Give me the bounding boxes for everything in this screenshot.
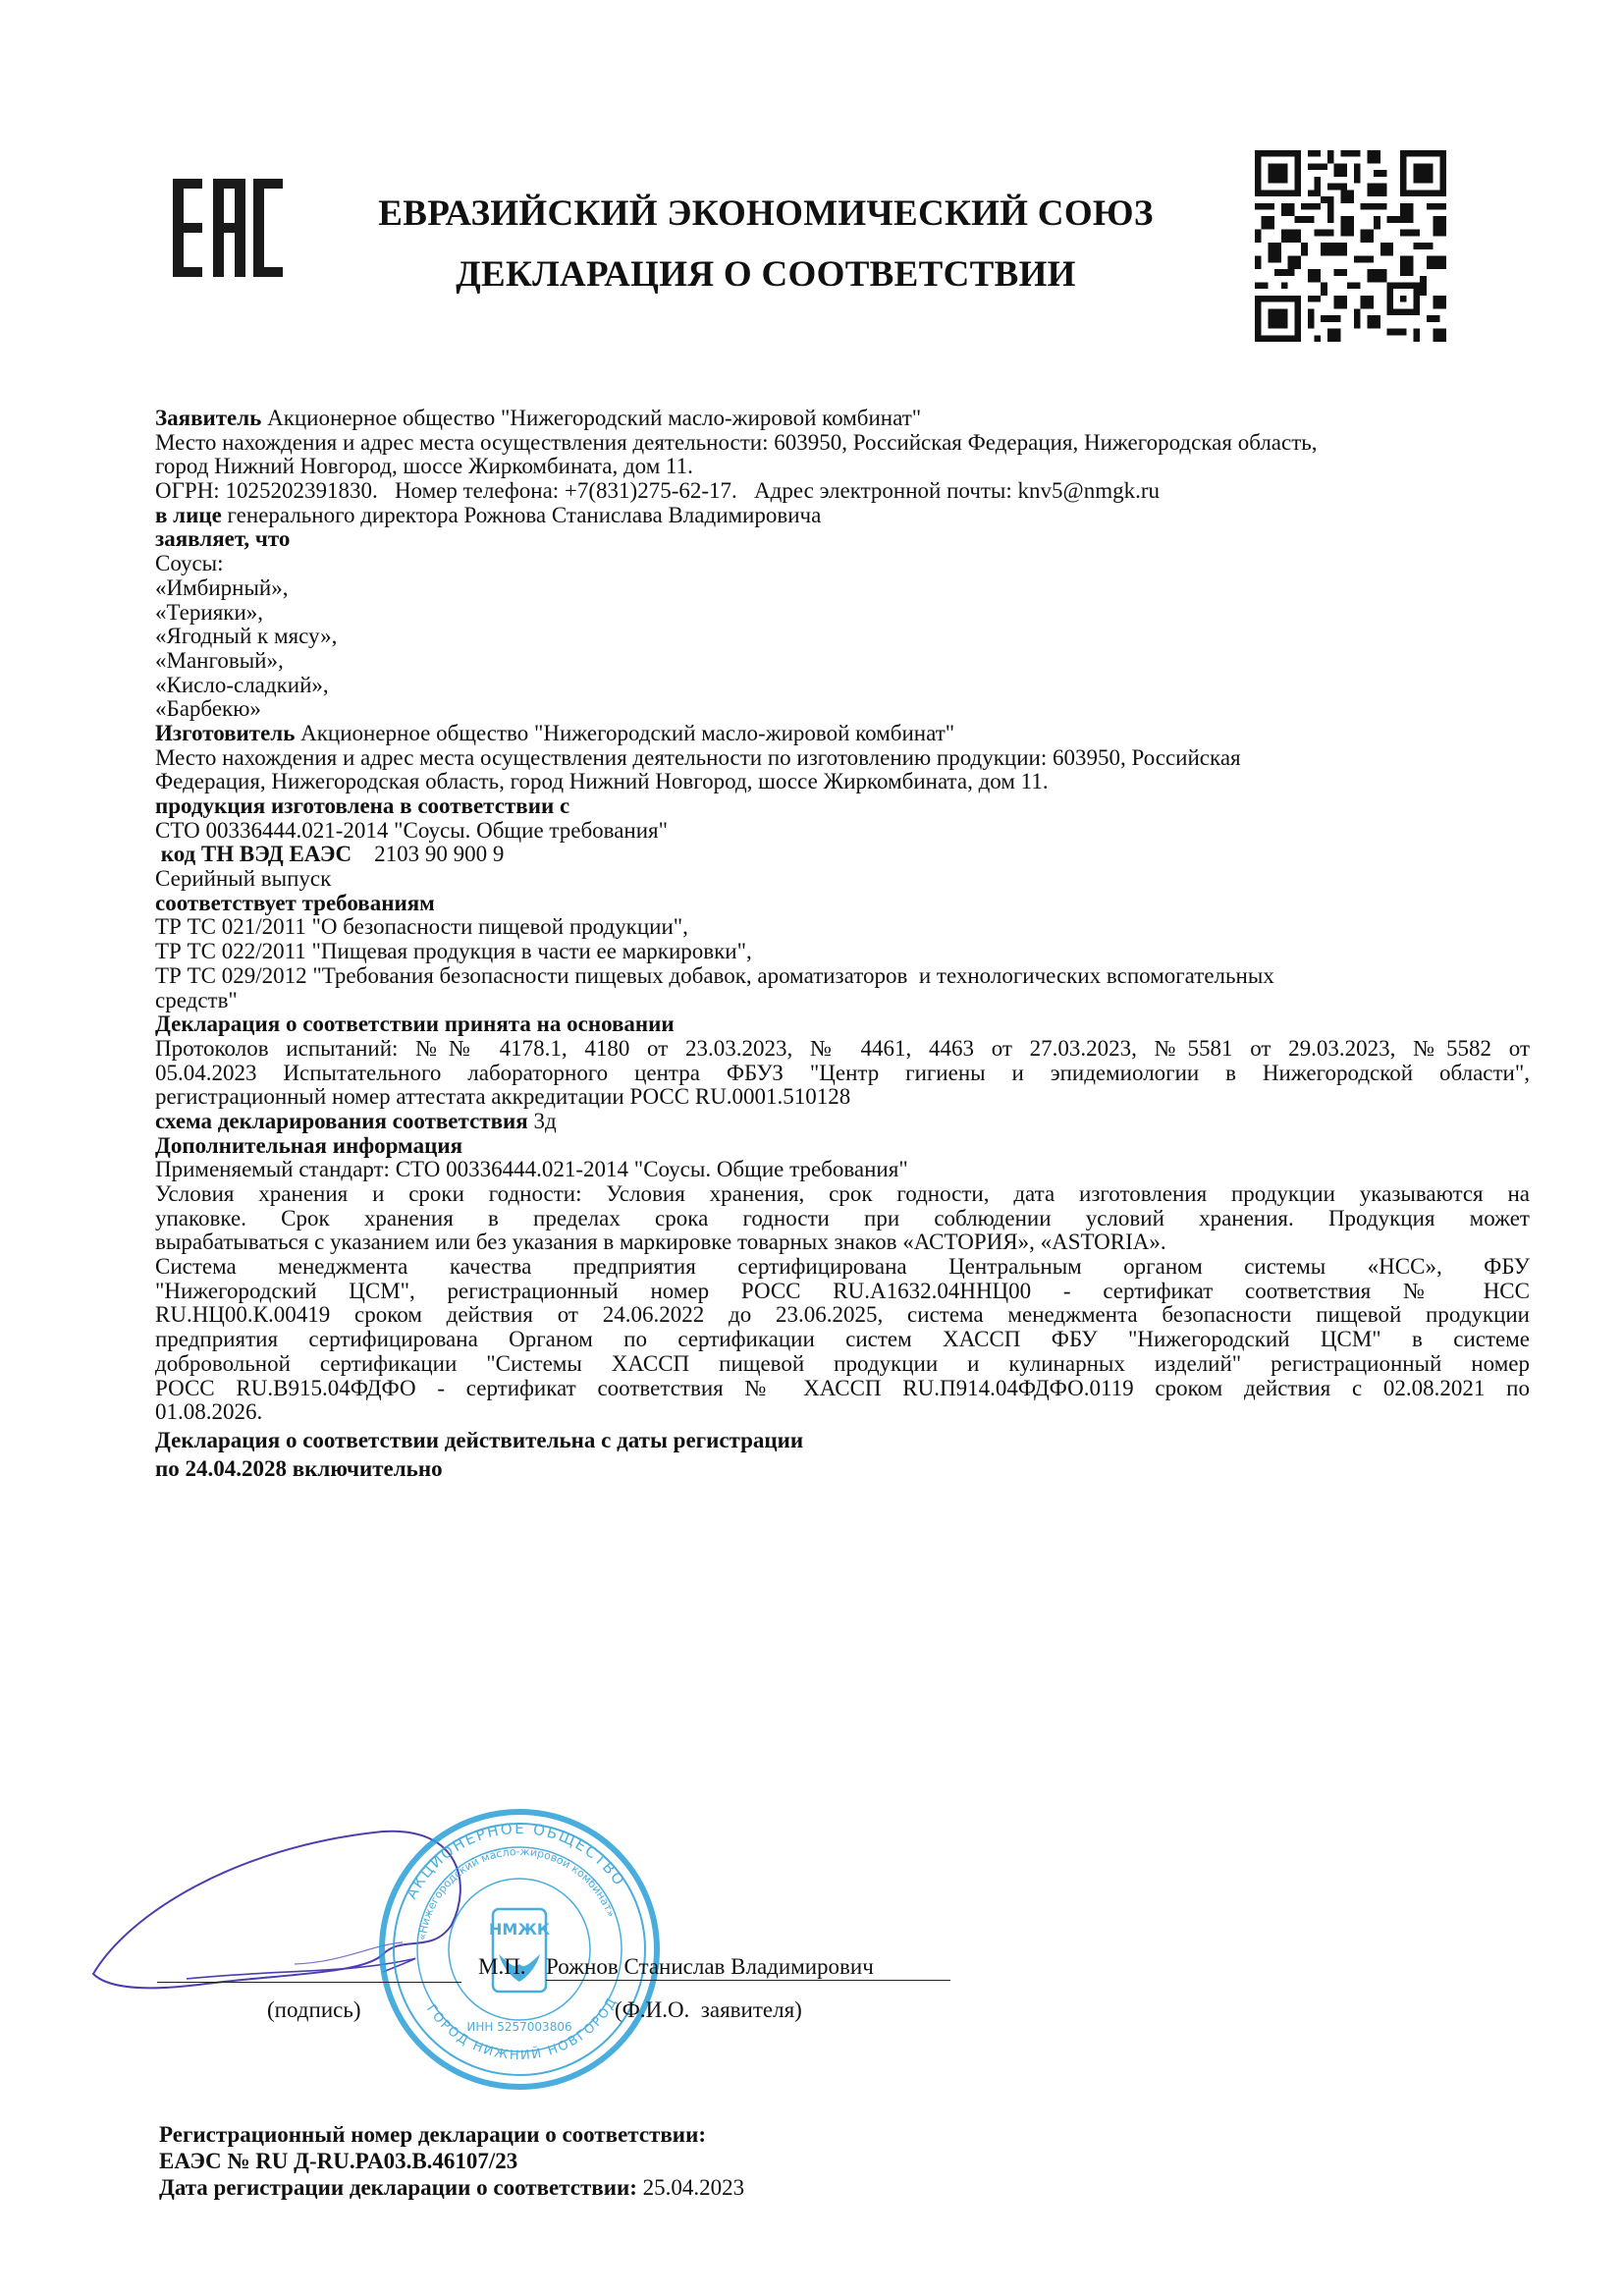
document-title: ДЕКЛАРАЦИЯ О СООТВЕТСТВИИ [456, 254, 1076, 295]
validity-text-1: Декларация о соответствии действительна с даты регистрации [155, 1427, 804, 1452]
validity-line-2 [155, 1457, 1530, 1482]
manufacturer-address-1: Место нахождения и адрес места осуществления деятельности по изготовлению продукции: 603950, Российская [155, 744, 1241, 770]
requirement-item: ТР ТС 021/2011 "О безопасности пищевой продукции", [155, 914, 688, 940]
basis-line: 05.04.2023 Испытательного лабораторного центра ФБУЗ "Центр гигиены и эпидемиологии в Нижегородской области", [155, 1061, 1530, 1085]
tnved-code: 2103 90 900 9 [374, 842, 505, 867]
additional-line: Система менеджмента качества предприятия сертифицирована Центральным органом системы «НСС», ФБУ [155, 1255, 1530, 1280]
applicant-label: Заявитель [155, 406, 262, 430]
applicant-address-1: Место нахождения и адрес места осуществления деятельности: 603950, Российская Федерация, Нижегородская область, [155, 429, 1318, 455]
additional-label [155, 1134, 1530, 1159]
additional-label-text: Дополнительная информация [155, 1132, 463, 1158]
product-item: «Терияки», [155, 599, 264, 625]
represented-by: генерального директора Рожнова Станислава Владимировича [221, 502, 822, 527]
manufacturer-label: Изготовитель [155, 720, 296, 745]
basis-label [155, 1012, 1530, 1037]
registration-number [159, 2148, 744, 2174]
product-item: «Кисло-сладкий», [155, 672, 329, 697]
scheme-label: схема декларирования соответствия [155, 1108, 528, 1133]
stamp-outer-text: АКЦИОНЕРНОЕ ОБЩЕСТВО [402, 1819, 629, 1902]
tnved-line [155, 843, 1530, 867]
applicant-contacts: ОГРН: 1025202391830. Номер телефона: +7(831)275-62-17. Адрес электронной почты: knv5@nmgk.ru [155, 478, 1161, 504]
stamp-inn: ИНН 5257003806 [466, 2020, 572, 2034]
manufacturer-line [155, 722, 1530, 746]
signer-name: Рожнов Станислав Владимирович [546, 1954, 950, 1981]
requirement-item: ТР ТС 029/2012 "Требования безопасности пищевых добавок, ароматизаторов и технологических вспомогательных [155, 962, 1274, 988]
applicant-line [155, 407, 1530, 431]
company-stamp-icon [377, 1807, 662, 2092]
production-label-text: продукция изготовлена в соответствии с [155, 793, 570, 818]
production-standard: СТО 00336444.021-2014 "Соусы. Общие требования" [155, 817, 669, 843]
declares-text: заявляет, что [155, 526, 291, 552]
fio-caption: (Ф.И.О. заявителя) [615, 1997, 802, 2022]
additional-line: предприятия сертифицирована Органом по сертификации систем ХАССП ФБУ "Нижегородский ЦСМ" в системе [155, 1328, 1530, 1352]
additional-line: 01.08.2026. [155, 1399, 263, 1425]
release-type: Серийный выпуск [155, 866, 332, 892]
stamp-city-text: ГОРОД НИЖНИЙ НОВГОРОД [423, 1994, 622, 2064]
scheme-line [155, 1110, 1530, 1134]
represented-line [155, 504, 1530, 528]
registration-number-value: ЕАЭС № RU Д-RU.PA03.B.46107/23 [159, 2149, 518, 2173]
product-item: «Манговый», [155, 647, 284, 673]
requirements-label [155, 892, 1530, 916]
registration-number-label [159, 2121, 744, 2148]
represented-label: в лице [155, 502, 222, 527]
applicant-name: Акционерное общество "Нижегородский масло-жировой комбинат" [261, 406, 922, 430]
registration-block [159, 2121, 744, 2201]
signature-block [0, 1954, 1623, 2022]
additional-line: Применяемый стандарт: СТО 00336444.021-2014 "Соусы. Общие требования" [155, 1157, 908, 1182]
product-item: «Имбирный», [155, 574, 289, 600]
additional-line: РОСС RU.B915.04ФДФО - сертификат соответствия № ХАССП RU.П914.04ФДФО.0119 сроком действия с 02.08.2021 по [155, 1376, 1530, 1400]
stamp-inner-text: «Нижегородский масло-жировой комбинат» [415, 1844, 618, 1941]
signature-line [157, 1982, 461, 1983]
basis-line: Протоколов испытаний: №№ 4178.1, 4180 от 23.03.2023, № 4461, 4463 от 27.03.2023, №5581 от 29.03.2023, №5582 от [155, 1036, 1530, 1061]
production-label [155, 794, 1530, 819]
additional-line: вырабатываться с указанием или без указания в маркировке товарных знаков «АСТОРИЯ», «ASTORIA». [155, 1230, 1166, 1255]
union-title: ЕВРАЗИЙСКИЙ ЭКОНОМИЧЕСКИЙ СОЮЗ [378, 193, 1154, 234]
manufacturer-name: Акционерное общество "Нижегородский масло-жировой комбинат" [295, 720, 955, 745]
additional-line: добровольной сертификации "Системы ХАССП пищевой продукции и кулинарных изделий" регистрационный номер [155, 1351, 1530, 1376]
applicant-address-2: город Нижний Новгород, шоссе Жиркомбината, дом 11. [155, 454, 693, 479]
product-item: «Барбекю» [155, 696, 261, 722]
registration-date-label: Дата регистрации декларации о соответствии: [159, 2175, 637, 2200]
additional-line: упаковке. Срок хранения в пределах срока годности при соблюдении условий хранения. Продукция может [155, 1206, 1530, 1230]
manufacturer-address-2: Федерация, Нижегородская область, город Нижний Новгород, шоссе Жиркомбината, дом 11. [155, 769, 1049, 794]
validity-line-1 [155, 1429, 1530, 1453]
additional-line: Условия хранения и сроки годности: Условия хранения, срок годности, дата изготовления продукции указываются на [155, 1182, 1530, 1206]
requirement-item: ТР ТС 022/2011 "Пищевая продукция в части ее маркировки", [155, 939, 752, 964]
stamp-logo: НМЖК [489, 1920, 550, 1939]
stamp-place-label: М.П. [478, 1954, 526, 1979]
products-heading: Соусы: [155, 551, 224, 576]
registration-date: 25.04.2023 [636, 2175, 745, 2200]
requirements-label-text: соответствует требованиям [155, 890, 435, 915]
product-item: «Ягодный к мясу», [155, 624, 338, 649]
declares-label [155, 527, 1530, 552]
registration-date-line [159, 2174, 744, 2201]
additional-line: RU.НЦ00.К.00419 сроком действия от 24.06.2022 до 23.06.2025, система менеджмента безопасности пищевой продукции [155, 1303, 1530, 1328]
registration-number-label-text: Регистрационный номер декларации о соответствии: [159, 2122, 706, 2147]
declaration-body [155, 407, 1530, 1481]
tnved-label: код ТН ВЭД ЕАЭС [160, 842, 352, 867]
validity-text-2: по 24.04.2028 включительно [155, 1455, 443, 1481]
basis-line: регистрационный номер аттестата аккредитации РОСС RU.0001.510128 [155, 1084, 851, 1110]
requirement-item: средств" [155, 987, 238, 1012]
scheme-value: 3д [527, 1108, 557, 1133]
signature-caption: (подпись) [267, 1997, 361, 2022]
qr-code-icon [1255, 150, 1446, 342]
additional-line: "Нижегородский ЦСМ", регистрационный номер РОСС RU.A1632.04ННЦ00 - сертификат соответствия № НСС [155, 1279, 1530, 1303]
basis-label-text: Декларация о соответствии принята на основании [155, 1011, 675, 1037]
eac-logo-icon [173, 179, 287, 277]
